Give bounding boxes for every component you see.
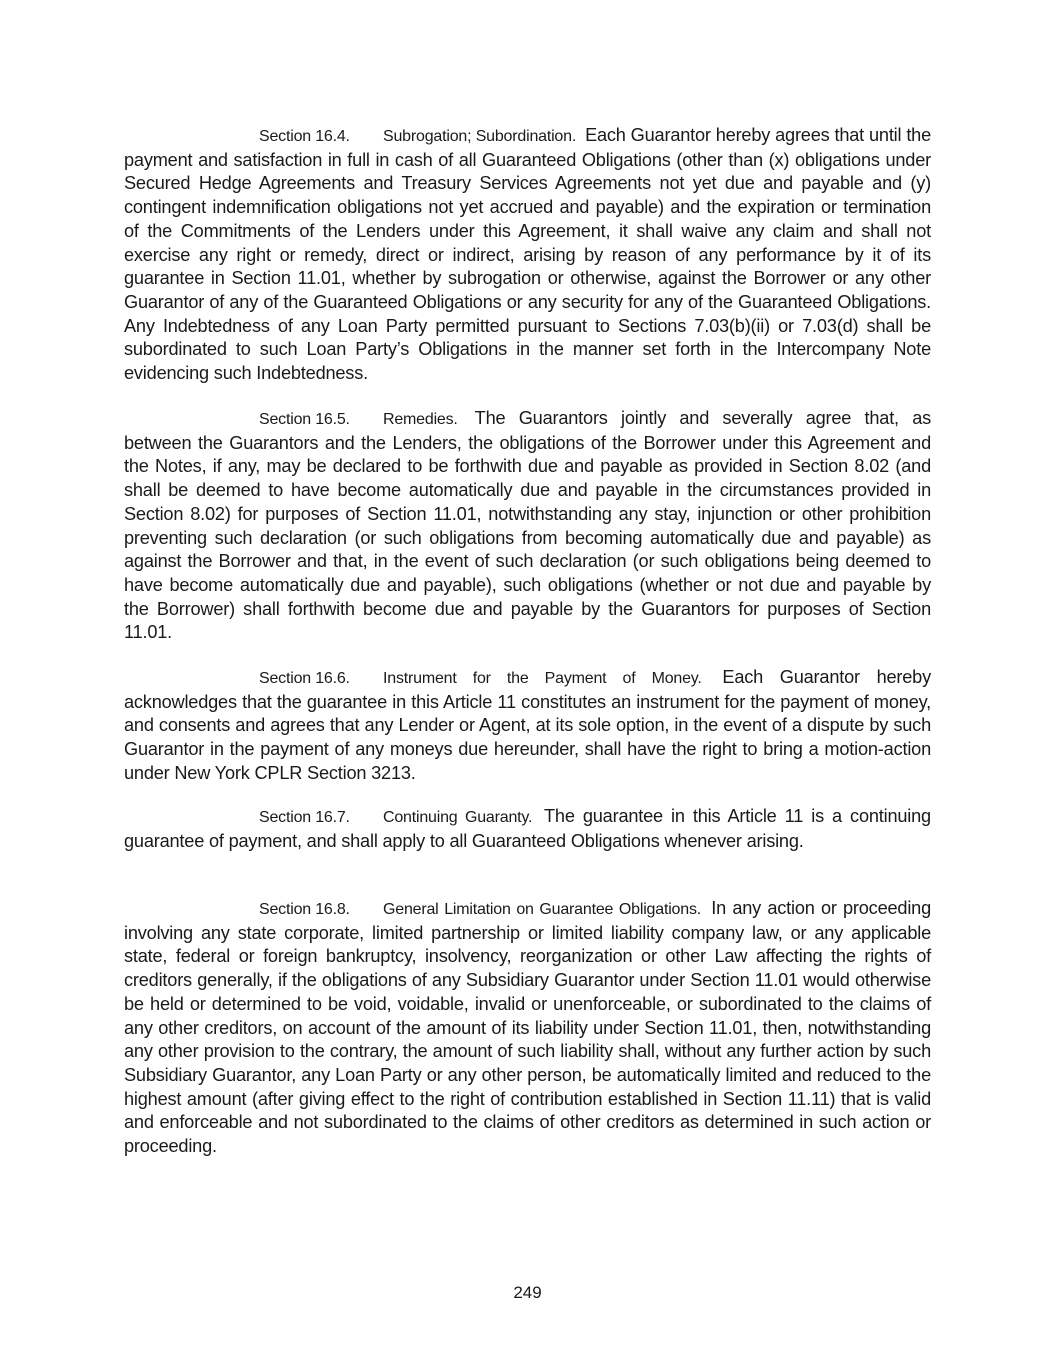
section-title: Remedies. (383, 411, 458, 428)
section-body: The guarantee in this Article 11 is a continuing guarantee of payment, and shall apply to all Guaranteed Obligations whenever arising. (124, 806, 931, 851)
section-16-8 (124, 897, 931, 1159)
section-title: General Limitation on Guarantee Obligations. (383, 901, 701, 918)
section-number: Section 16.4. (259, 128, 350, 145)
section-number: Section 16.6. (259, 670, 350, 687)
section-body: In any action or proceeding involving any state corporate, limited partnership or limited liability company law, or any applicable state, federal or foreign bankruptcy, insolvency, reorganization or other Law affecting the rights of creditors generally, if the obligations of any Subsidiary Guarantor under Section 11.01 would otherwise be held or determined to be void, voidable, invalid or unenforceable, or subordinated to the claims of any other creditors, on account of the amount of its liability under Section 11.01, then, notwithstanding any other provision to the contrary, the amount of such liability shall, without any further action by such Subsidiary Guarantor, any Loan Party or any other person, be automatically limited and reduced to the highest amount (after giving effect to the right of contribution established in Section 11.11) that is valid and enforceable and not subordinated to the claims of other creditors as determined in such action or proceeding. (124, 898, 931, 1157)
section-body: The Guarantors jointly and severally agree that, as between the Guarantors and the Lenders, the obligations of the Borrower under this Agreement and the Notes, if any, may be declared to be forthwith due and payable as provided in Section 8.02 (and shall be deemed to have become automatically due and payable in the circumstances provided in Section 8.02) for purposes of Section 11.01, notwithstanding any stay, injunction or other prohibition preventing such declaration (or such obligations from becoming automatically due and payable) as against the Borrower and that, in the event of such declaration (or such obligations being deemed to have become automatically due and payable), such obligations (whether or not due and payable by the Borrower) shall forthwith become due and payable by the Guarantors for purposes of Section 11.01. (124, 408, 932, 643)
section-title: Continuing Guaranty. (383, 809, 533, 826)
section-body: Each Guarantor hereby acknowledges that the guarantee in this Article 11 constitutes an instrument for the payment of money, and consents and agrees that any Lender or Agent, at its sole option, in the event of a dispute by such Guarantor in the payment of any moneys due hereunder, shall have the right to bring a motion-action under New York CPLR Section 3213. (124, 667, 931, 783)
section-number: Section 16.7. (259, 809, 350, 826)
section-title: Subrogation; Subordination. (383, 128, 577, 145)
section-title: Instrument for the Payment of Money. (383, 670, 702, 687)
section-number: Section 16.8. (259, 901, 350, 918)
section-16-4 (124, 124, 931, 386)
section-number: Section 16.5. (259, 411, 350, 428)
section-16-6 (124, 666, 931, 786)
page-number: 249 (513, 1283, 542, 1302)
section-body: Each Guarantor hereby agrees that until the payment and satisfaction in full in cash of all Guaranteed Obligations (other than (x) obligations under Secured Hedge Agreements and Treasury Services Agreements not yet due and payable and (y) contingent indemnification obligations not yet accrued and payable) and the expiration or termination of the Commitments of the Lenders under this Agreement, it shall waive any claim and shall not exercise any right or remedy, direct or indirect, arising by reason of any performance by it of its guarantee in Section 11.01, whether by subrogation or otherwise, against the Borrower or any other Guarantor of any of the Guaranteed Obligations or any security for any of the Guaranteed Obligations. Any Indebtedness of any Loan Party permitted pursuant to Sections 7.03(b)(ii) or 7.03(d) shall be subordinated to such Loan Party’s Obligations in the manner set forth in the Intercompany Note evidencing such Indebtedness. (124, 125, 931, 384)
section-16-5 (124, 407, 931, 645)
section-16-7 (124, 805, 931, 853)
